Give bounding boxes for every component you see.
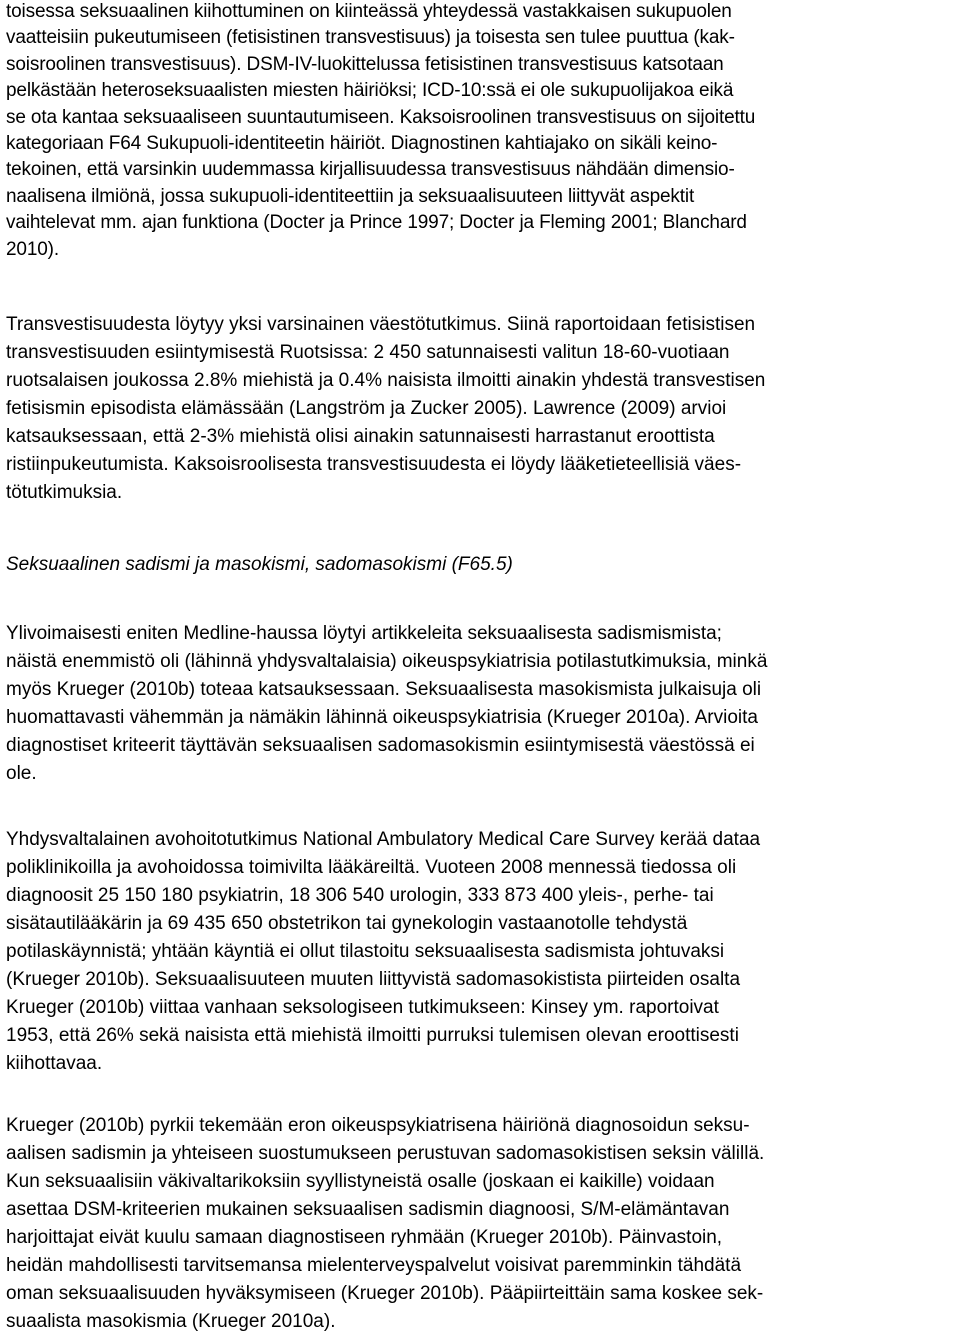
text-line: toisessa seksuaalinen kiihottuminen on kiinteässä yhteydessä vastakkaisen sukupuolen — [6, 1, 732, 22]
text-line: huomattavasti vähemmän ja nämäkin lähinnä oikeuspsykiatrisia (Krueger 2010a). Arvioita — [6, 707, 758, 728]
text-line: myös Krueger (2010b) toteaa katsauksessaan. Seksuaalisesta masokismista julkaisuja oli — [6, 679, 762, 700]
text-line: kiihottavaa. — [6, 1053, 103, 1074]
text-line: katsauksessaan, että 2-3% miehistä olisi ainakin satunnaisesti harrastanut eroottista — [6, 426, 715, 447]
text-line: tötutkimuksia. — [6, 482, 123, 503]
text-line: vaatteisiin pukeutumiseen (fetisistinen transvestisuus) ja toisesta sen tulee puuttua (kak- — [6, 27, 735, 49]
text-line: Kun seksuaalisiin väkivaltarikoksiin syyllistyneistä osalle (joskaan ei kaikille) voidaan — [6, 1171, 715, 1192]
paragraph-medline-findings — [6, 620, 767, 788]
text-line: soisroolinen transvestisuus). DSM-IV-luokittelussa fetisistinen transvestisuus katsotaan — [6, 53, 724, 75]
text-line: heidän mahdollisesti tarvitsemansa mielenterveyspalvelut voisivat paremminkin tähdätä — [6, 1255, 742, 1276]
paragraph-population-study — [6, 311, 765, 507]
text-line: sisätautilääkärin ja 69 435 650 obstetrikon tai gynekologin vastaanotolle tehdystä — [6, 913, 688, 934]
text-line: Yhdysvaltalainen avohoitotutkimus National Ambulatory Medical Care Survey kerää dataa — [6, 829, 761, 850]
text-line: 2010). — [6, 238, 59, 260]
text-line: (Krueger 2010b). Seksuaalisuuteen muuten liittyvistä sadomasokistista piirteiden osalta — [6, 969, 741, 990]
text-line: asettaa DSM-kriteerien mukainen seksuaalisen sadismin diagnoosi, S/M-elämäntavan — [6, 1199, 730, 1220]
text-line: vaihtelevat mm. ajan funktiona (Docter ja Prince 1997; Docter ja Fleming 2001; Blanchard — [6, 212, 747, 234]
text-line: potilaskäynnistä; yhtään käyntiä ei ollut tilastoitu seksuaalisesta sadismista johtuvaksi — [6, 941, 725, 962]
text-line: diagnostiset kriteerit täyttävän seksuaalisen sadomasokismin esiintymisestä väestössä ei — [6, 735, 755, 756]
text-line: se ota kantaa seksuaaliseen suuntautumiseen. Kaksoisroolinen transvestisuus on sijoitettu — [6, 106, 756, 128]
heading-text: Seksuaalinen sadismi ja masokismi, sadomasokismi (F65.5) — [6, 554, 513, 575]
text-line: oman seksuaalisuuden hyväksymiseen (Krueger 2010b). Pääpiirteittäin sama koskee sek- — [6, 1283, 764, 1304]
text-line: naalisena ilmiönä, jossa sukupuoli-identiteettiin ja seksuaalisuuteen liittyvät aspektit — [6, 185, 695, 207]
text-line: Transvestisuudesta löytyy yksi varsinainen väestötutkimus. Siinä raportoidaan fetisistisen — [6, 314, 756, 335]
text-line: fetisismin episodista elämässään (Langström ja Zucker 2005). Lawrence (2009) arvioi — [6, 398, 727, 419]
text-line: ristiinpukeutumista. Kaksoisroolisesta transvestisuudesta ei löydy lääketieteellisiä väes- — [6, 454, 742, 475]
text-line: Krueger (2010b) pyrkii tekemään eron oikeuspsykiatrisena häiriönä diagnosoidun seksu- — [6, 1115, 750, 1136]
text-line: 1953, että 26% sekä naisista että miehistä ilmoitti purruksi tulemisen olevan eroottisesti — [6, 1025, 739, 1046]
text-line: ole. — [6, 763, 37, 784]
text-line: suaalista masokismia (Krueger 2010a). — [6, 1311, 336, 1332]
text-line: kategoriaan F64 Sukupuoli-identiteetin häiriöt. Diagnostinen kahtiajako on sikäli keino- — [6, 132, 718, 154]
text-line: pelkästään heteroseksuaalisten miesten häiriöksi; ICD-10:ssä ei ole sukupuolijakoa eikä — [6, 80, 734, 102]
text-line: poliklinikoilla ja avohoidossa toimivilta lääkäreiltä. Vuoteen 2008 mennessä tiedossa oli — [6, 857, 737, 878]
text-line: näistä enemmistö oli (lähinnä yhdysvaltalaisia) oikeuspsykiatrisia potilastutkimuksia, minkä — [6, 651, 768, 672]
text-line: transvestisuuden esiintymisestä Ruotsissa: 2 450 satunnaisesti valitun 18-60-vuotiaan — [6, 342, 730, 363]
text-line: ruotsalaisen joukossa 2.8% miehistä ja 0.4% naisista ilmoitti ainakin yhdestä transvestisen — [6, 370, 766, 391]
paragraph-krueger-distinction — [6, 1112, 764, 1336]
text-line: harjoittajat eivät kuulu samaan diagnostiseen ryhmään (Krueger 2010b). Päinvastoin, — [6, 1227, 723, 1248]
text-line: Krueger (2010b) viittaa vanhaan seksologiseen tutkimukseen: Kinsey ym. raportoivat — [6, 997, 719, 1018]
text-line: Ylivoimaisesti eniten Medline-haussa löytyi artikkeleita seksuaalisesta sadismismista; — [6, 623, 722, 644]
paragraph-namcs-survey — [6, 826, 760, 1078]
text-line: aalisen sadismin ja yhteiseen suostumukseen perustuvan sadomasokistisen seksin välillä. — [6, 1143, 765, 1164]
text-line: tekoinen, että varsinkin uudemmassa kirjallisuudessa transvestisuus nähdään dimensio- — [6, 159, 735, 181]
paragraph-transvestism-types — [6, 0, 755, 263]
section-heading — [6, 551, 513, 579]
text-line: diagnoosit 25 150 180 psykiatrin, 18 306 540 urologin, 333 873 400 yleis-, perhe- tai — [6, 885, 714, 906]
